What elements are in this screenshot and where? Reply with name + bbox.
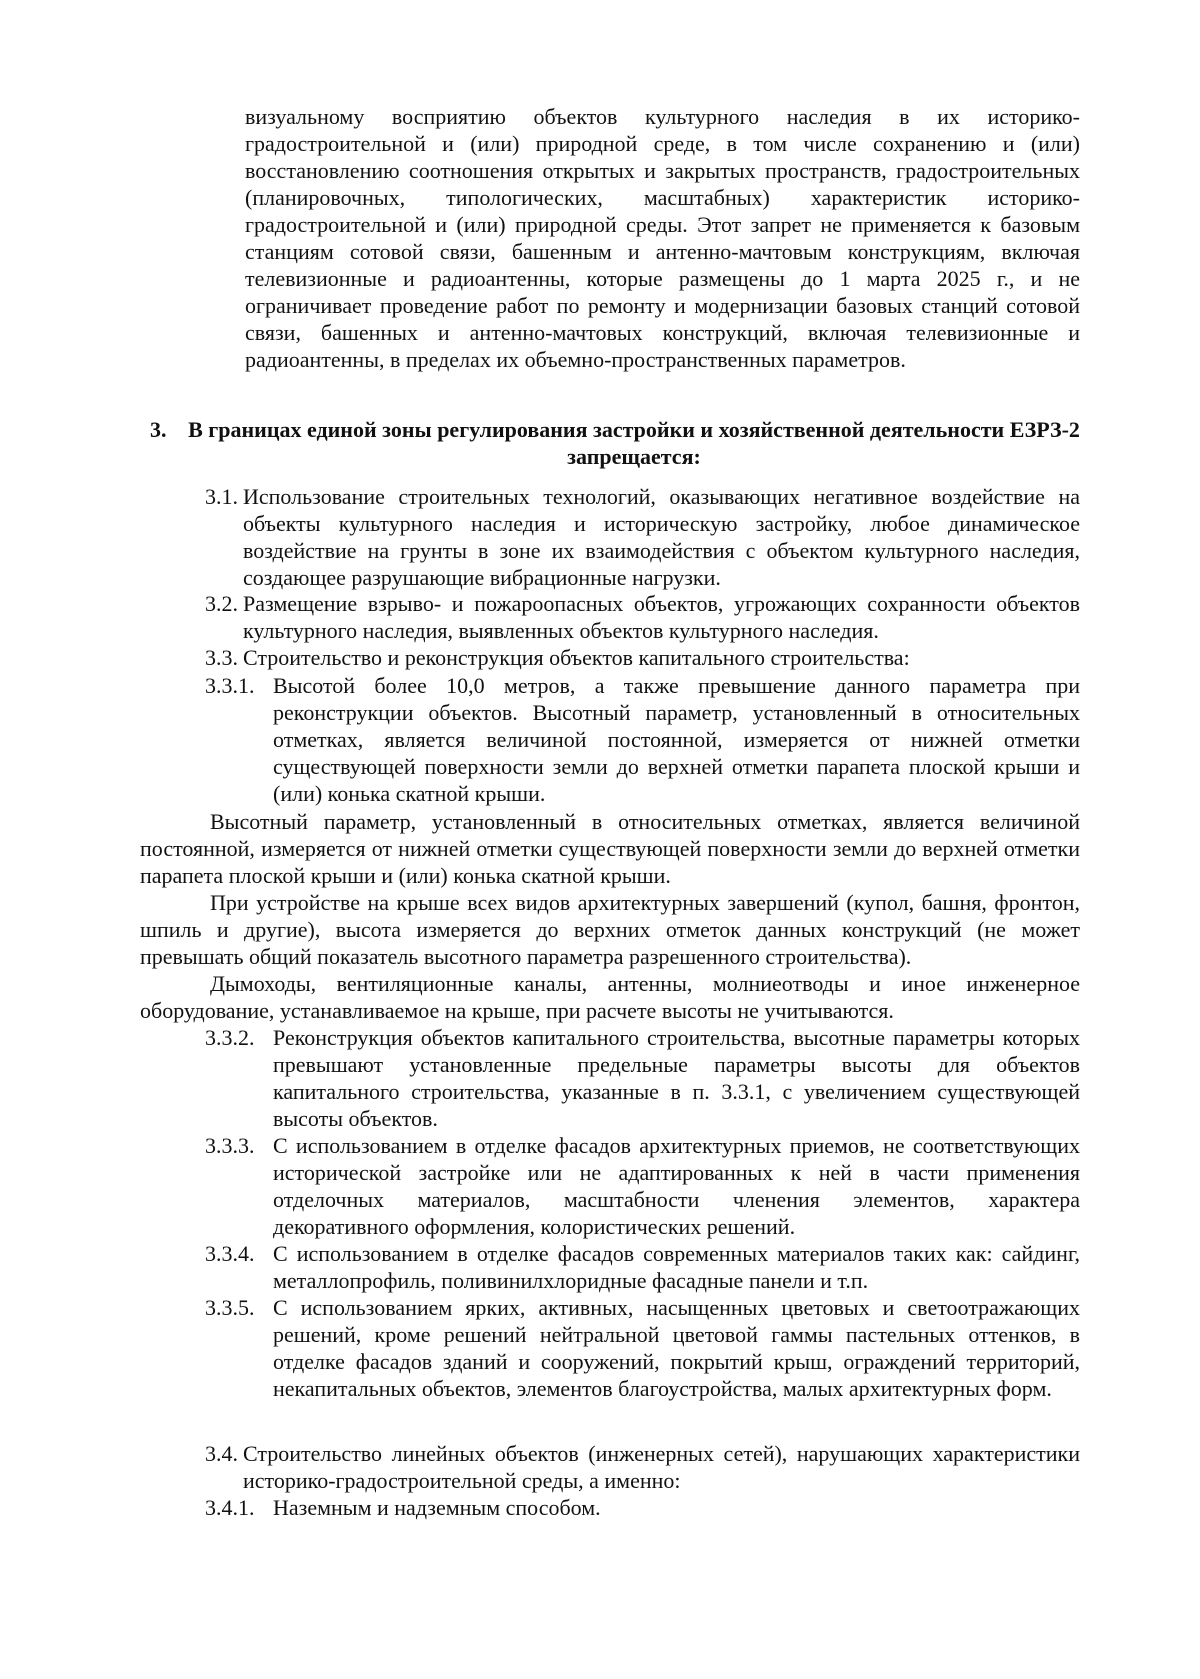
item-label: 3.1. [205,484,238,509]
list-item-3-3-5 [205,1294,1080,1402]
item-text: Реконструкция объектов капитального строительства, высотные параметры которых превышают установленные предельные параметры высоты для объектов капитального строительства, указанные в п. 3.3.1, с увеличением существующей высоты объектов. [273,1025,1080,1131]
list-item-3-1 [205,483,1080,591]
list-item-3-3-1 [205,672,1080,807]
paragraph-architectural-endings: При устройстве на крыше всех видов архитектурных завершений (купол, башня, фронтон, шпиль и другие), высота измеряется до верхних отметок данных конструкций (не может превышать общий показатель высотного параметра разрешенного строительства). [140,890,1080,969]
item-text: Высотой более 10,0 метров, а также превышение данного параметра при реконструкции объектов. Высотный параметр, установленный в относительных отметках, является величиной постоянной, измеряется от нижней отметки существующей поверхности земли до верхней отметки парапета плоской крыши и (или) конька скатной крыши. [273,673,1080,806]
list-item-3-3-4 [205,1240,1080,1294]
list-item-3-3-3 [205,1132,1080,1240]
item-text: С использованием в отделке фасадов современных материалов таких как: сайдинг, металлопрофиль, поливинилхлоридные фасадные панели и т.п. [273,1241,1080,1293]
item-label: 3.3. [205,645,238,670]
item-label: 3.3.4. [205,1241,255,1266]
item-text: Наземным и надземным способом. [273,1495,601,1520]
item-label: 3.3.3. [205,1133,255,1158]
intro-paragraph: визуальному восприятию объектов культурного наследия в их историко-градостроительной и (или) природной среде, в том числе сохранению и (или) восстановлению соотношения открытых и закрытых пространств, градостроительных (планировочных, типологических, масштабных) характеристик историко-градостроительной и (или) природной среды. Этот запрет не применяется к базовым станциям сотовой связи, башенным и антенно-мачтовым конструкциям, включая телевизионные и радиоантенны, которые размещены до 1 марта 2025 г., и не ограничивает проведение работ по ремонту и модернизации базовых станций сотовой связи, башенных и антенно-мачтовых конструкций, включая телевизионные и радиоантенны, в пределах их объемно-пространственных параметров. [245,104,1080,372]
paragraph-chimneys: Дымоходы, вентиляционные каналы, антенны, молниеотводы и иное инженерное оборудование, устанавливаемое на крыше, при расчете высоты не учитываются. [140,971,1080,1023]
list-item-3-4 [205,1440,1080,1494]
list-item-3-2 [205,590,1080,644]
item-label: 3.4. [205,1441,238,1466]
section-title: В границах единой зоны регулирования застройки и хозяйственной деятельности ЕЗРЗ-2 запрещается: [188,417,1080,469]
item-text: С использованием ярких, активных, насыщенных цветовых и светоотражающих решений, кроме решений нейтральной цветовой гаммы пастельных оттенков, в отделке фасадов зданий и сооружений, покрытий крыш, ограждений территорий, некапитальных объектов, элементов благоустройства, малых архитектурных форм. [273,1295,1080,1401]
item-label: 3.3.5. [205,1295,255,1320]
item-label: 3.2. [205,591,238,616]
section-number: 3. [150,417,167,442]
item-text: Использование строительных технологий, оказывающих негативное воздействие на объекты культурного наследия и историческую застройку, любое динамическое воздействие на грунты в зоне их взаимодействия с объектом культурного наследия, создающее разрушающие вибрационные нагрузки. [243,484,1080,590]
list-item-3-3-2 [205,1024,1080,1132]
item-text: Строительство и реконструкция объектов капитального строительства: [243,645,910,670]
section-heading [150,416,1080,470]
item-label: 3.3.1. [205,673,255,698]
item-text: Строительство линейных объектов (инженерных сетей), нарушающих характеристики историко-градостроительной среды, а именно: [243,1441,1080,1493]
list-item-3-4-1 [205,1494,1080,1521]
item-text: С использованием в отделке фасадов архитектурных приемов, не соответствующих исторической застройке или не адаптированных к ней в части применения отделочных материалов, масштабности членения элементов, характера декоративного оформления, колористических решений. [273,1133,1080,1239]
list-item-3-3 [205,644,1080,671]
item-text: Размещение взрыво- и пожароопасных объектов, угрожающих сохранности объектов культурного наследия, выявленных объектов культурного наследия. [243,591,1080,643]
paragraph-height-parameter: Высотный параметр, установленный в относительных отметках, является величиной постоянной, измеряется от нижней отметки существующей поверхности земли до верхней отметки парапета плоской крыши и (или) конька скатной крыши. [140,809,1080,888]
item-label: 3.3.2. [205,1025,255,1050]
item-label: 3.4.1. [205,1495,255,1520]
